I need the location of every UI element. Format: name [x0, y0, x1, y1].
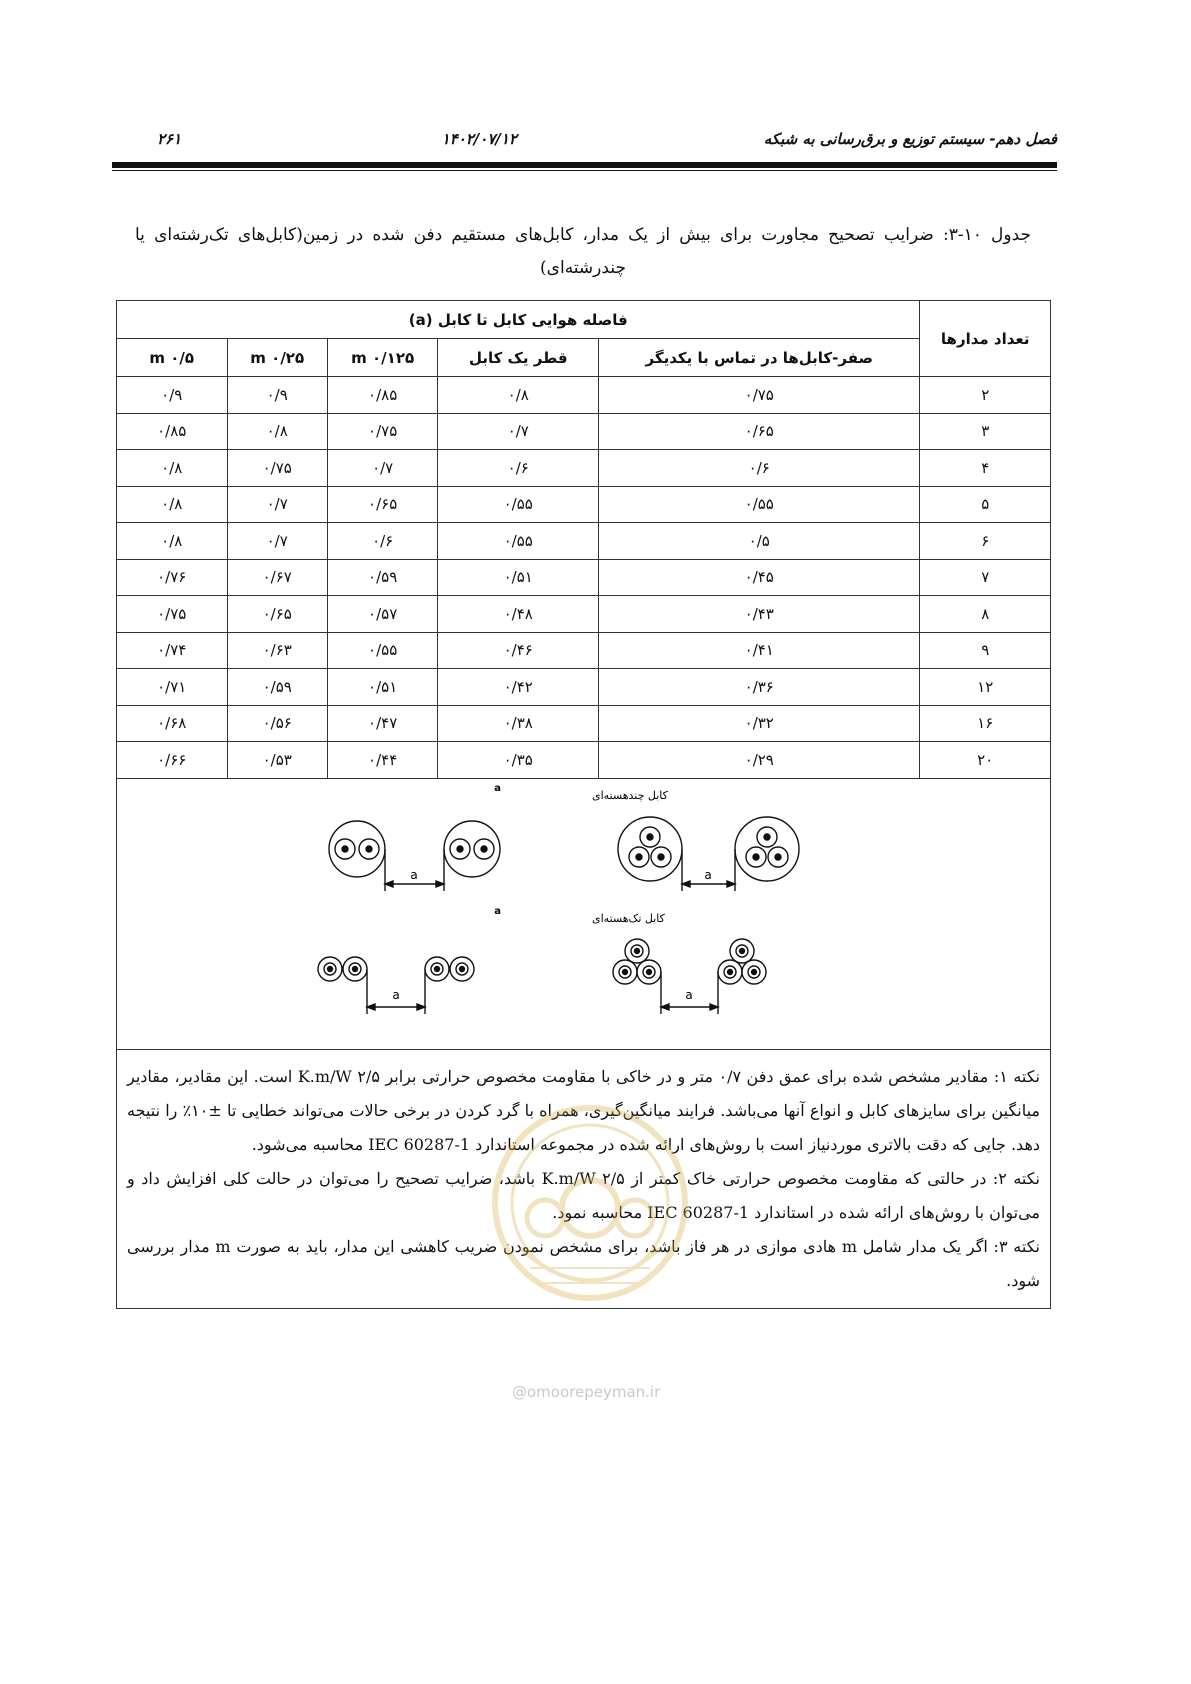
cell-d25: ۰/۷۵	[227, 450, 327, 487]
cell-d25: ۰/۷	[227, 523, 327, 560]
cell-d25: ۰/۹	[227, 377, 327, 414]
header-circuit-count: تعداد مدارها	[920, 301, 1051, 377]
header-zero-touching: صفر-کابل‌ها در تماس با یکدیگر	[599, 339, 920, 377]
table-row	[117, 486, 1051, 523]
table-row	[117, 523, 1051, 560]
cell-d25: ۰/۵۹	[227, 669, 327, 706]
cell-d125: ۰/۴۴	[327, 742, 437, 779]
note-1: نکته ۱: مقادیر مشخص شده برای عمق دفن ۰/۷ متر و در خاکی با مقاومت مخصوص حرارتی برابر ۲/۵ K.m/W است. این مقادیر، مقادیر میانگین برای سایزهای کابل و انواع آنها می‌باشد. فرایند میانگین‌گیری، همراه با گرد کردن در برخی حالات می‌تواند خطایی تا ±۱۰٪ را نتیجه دهد. جایی که دقت بالاتری موردنیاز است با روش‌های ارائه شده در مجموعه استاندارد IEC 60287-1 محاسبه می‌شود.	[127, 1066, 1041, 1154]
cell-d125: ۰/۷۵	[327, 413, 437, 450]
cell-one: ۰/۶	[438, 450, 599, 487]
cell-zero: ۰/۶۵	[599, 413, 920, 450]
cell-zero: ۰/۳۲	[599, 705, 920, 742]
cell-d5: ۰/۷۶	[117, 559, 228, 596]
singlecore-pair-left-icon	[318, 957, 474, 1014]
cell-zero: ۰/۵	[599, 523, 920, 560]
cell-one: ۰/۵۵	[438, 486, 599, 523]
cell-d25: ۰/۸	[227, 413, 327, 450]
cell-n: ۳	[920, 413, 1051, 450]
cell-one: ۰/۵۵	[438, 523, 599, 560]
cell-one: ۰/۳۵	[438, 742, 599, 779]
cell-d125: ۰/۵۱	[327, 669, 437, 706]
cell-d125: ۰/۶	[327, 523, 437, 560]
cell-one: ۰/۸	[438, 377, 599, 414]
cell-d5: ۰/۸	[117, 450, 228, 487]
header-rule-thin	[112, 170, 1057, 171]
note-2: نکته ۲: در حالتی که مقاومت مخصوص حرارتی خاک کمتر از ۲/۵ K.m/W باشد، ضرایب تصحیح را می‌توان در حالت کلی افزایش داد و می‌توان با روش‌های ارائه شده در استاندارد IEC 60287-1 محاسبه نمود.	[127, 1168, 1041, 1222]
dim-label-1: a	[410, 867, 418, 882]
cell-d25: ۰/۶۷	[227, 559, 327, 596]
cell-d25: ۰/۵۶	[227, 705, 327, 742]
cell-n: ۷	[920, 559, 1051, 596]
table-row	[117, 669, 1051, 706]
cell-n: ۵	[920, 486, 1051, 523]
cell-d5: ۰/۷۴	[117, 632, 228, 669]
cell-n: ۶	[920, 523, 1051, 560]
dim-label-3: a	[392, 987, 400, 1002]
correction-factor-table	[116, 300, 1051, 1309]
cell-d125: ۰/۴۷	[327, 705, 437, 742]
page-header	[112, 130, 1057, 160]
cell-n: ۴	[920, 450, 1051, 487]
header-05m: ۰/۵ m	[117, 339, 228, 377]
table-row	[117, 742, 1051, 779]
cell-d125: ۰/۵۷	[327, 596, 437, 633]
cell-n: ۱۶	[920, 705, 1051, 742]
header-spacing-group: فاصله هوایی کابل تا کابل (a)	[117, 301, 920, 339]
cell-n: ۸	[920, 596, 1051, 633]
header-rule-thick	[112, 162, 1057, 168]
header-025m: ۰/۲۵ m	[227, 339, 327, 377]
cell-d125: ۰/۵۵	[327, 632, 437, 669]
table-caption: جدول ۱۰-۳: ضرایب تصحیح مجاورت برای بیش از یک مدار، کابل‌های مستقیم دفن شده در زمین(کابل‌های تک‌رشته‌ای یا	[135, 225, 1031, 245]
dim-label-4: a	[685, 987, 693, 1002]
header-0125m: ۰/۱۲۵ m	[327, 339, 437, 377]
cell-d25: ۰/۷	[227, 486, 327, 523]
table-row	[117, 413, 1051, 450]
page-number: ۲۶۱	[157, 130, 182, 148]
cell-n: ۲	[920, 377, 1051, 414]
table-body	[117, 377, 1051, 779]
header-one-diameter: قطر یک کابل	[438, 339, 599, 377]
cell-d125: ۰/۷	[327, 450, 437, 487]
singlecore-superscript: a	[494, 905, 501, 917]
table-row	[117, 450, 1051, 487]
singlecore-trefoil-right-icon	[613, 939, 766, 1014]
cell-d25: ۰/۵۳	[227, 742, 327, 779]
cell-one: ۰/۳۸	[438, 705, 599, 742]
cell-d25: ۰/۶۳	[227, 632, 327, 669]
table-row	[117, 596, 1051, 633]
cell-n: ۹	[920, 632, 1051, 669]
dim-label-2: a	[704, 867, 712, 882]
cell-zero: ۰/۵۵	[599, 486, 920, 523]
multicore-superscript: a	[494, 782, 501, 794]
cell-one: ۰/۴۲	[438, 669, 599, 706]
table-row	[117, 705, 1051, 742]
singlecore-label: کابل تک‌هسته‌ای	[592, 911, 665, 925]
cell-d5: ۰/۶۸	[117, 705, 228, 742]
cell-one: ۰/۵۱	[438, 559, 599, 596]
table-row	[117, 632, 1051, 669]
cable-arrangement-figure	[117, 778, 1051, 1049]
chapter-title: فصل دهم- سیستم توزیع و برق‌رسانی به شبکه	[763, 130, 1057, 148]
cell-n: ۲۰	[920, 742, 1051, 779]
cell-d5: ۰/۷۱	[117, 669, 228, 706]
cell-d5: ۰/۹	[117, 377, 228, 414]
cell-one: ۰/۷	[438, 413, 599, 450]
cell-d5: ۰/۸	[117, 486, 228, 523]
cable-arrangement-diagram	[117, 779, 1050, 1049]
note-3: نکته ۳: اگر یک مدار شامل m هادی موازی در هر فاز باشد، برای مشخص نمودن ضریب کاهشی این مدار، باید به صورت m مدار بررسی شود.	[127, 1236, 1040, 1290]
cell-d5: ۰/۸	[117, 523, 228, 560]
cell-zero: ۰/۴۱	[599, 632, 920, 669]
multicore-label: کابل چندهسته‌ای	[592, 788, 668, 802]
cell-d5: ۰/۶۶	[117, 742, 228, 779]
cell-one: ۰/۴۶	[438, 632, 599, 669]
table-row	[117, 559, 1051, 596]
cell-zero: ۰/۷۵	[599, 377, 920, 414]
cell-zero: ۰/۴۳	[599, 596, 920, 633]
table-caption-continued: چندرشته‌ای)	[540, 258, 626, 278]
table-row	[117, 377, 1051, 414]
cell-zero: ۰/۳۶	[599, 669, 920, 706]
header-date: ۱۴۰۲/۰۷/۱۲	[441, 130, 517, 148]
cell-d5: ۰/۷۵	[117, 596, 228, 633]
cell-d5: ۰/۸۵	[117, 413, 228, 450]
watermark-site: @omoorepeyman.ir	[512, 1383, 661, 1401]
cell-n: ۱۲	[920, 669, 1051, 706]
cell-d125: ۰/۶۵	[327, 486, 437, 523]
table-notes	[117, 1049, 1051, 1308]
cell-one: ۰/۴۸	[438, 596, 599, 633]
cell-zero: ۰/۶	[599, 450, 920, 487]
cell-d125: ۰/۸۵	[327, 377, 437, 414]
cell-d125: ۰/۵۹	[327, 559, 437, 596]
cell-d25: ۰/۶۵	[227, 596, 327, 633]
cell-zero: ۰/۲۹	[599, 742, 920, 779]
cell-zero: ۰/۴۵	[599, 559, 920, 596]
